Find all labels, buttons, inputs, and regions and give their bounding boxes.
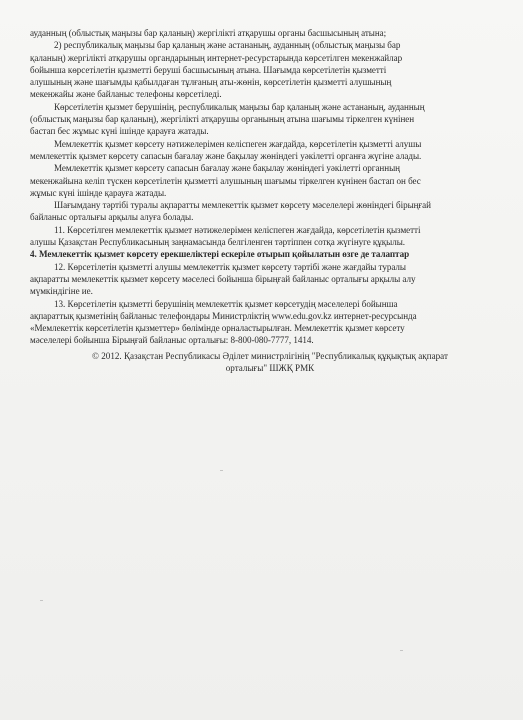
- text-line: мүмкіндігіне ие.: [30, 286, 93, 297]
- section-heading: 4. Мемлекеттік қызмет көрсету ерекшеліктері ескеріле отырып қойылатын өзге де талаптар: [30, 249, 410, 260]
- text-line: ақпараттық қызметінің байланыс телефондары Министрліктің www.edu.gov.kz интернет-ресурсында: [30, 310, 417, 321]
- text-line: Көрсетілетін қызмет берушінің, республикалық маңызы бар қаланың және астананың, ауданның: [54, 101, 425, 112]
- text-line: мемлекеттік қызмет көрсету сапасын бағалау және бақылау жөніндегі уәкілетті органға жүгіне алады.: [30, 150, 422, 161]
- text-line: Мемлекеттік қызмет көрсету сапасын бағалау және бақылау жөніндегі уәкілетті органның: [54, 163, 400, 174]
- text-line: мекенжайы және байланыс телефоны көрсетіледі.: [30, 89, 222, 100]
- text-line: «Мемлекеттік көрсетілетін қызметтер» бөлімінде орналастырылған. Мемлекеттік қызмет көрсету: [30, 323, 405, 334]
- text-line: мекенжайына келіп түскен көрсетілетін қызметті алушының шағымы тіркелген күнінен бастап он бес: [30, 175, 421, 186]
- text-line: ақпаратты мемлекеттік қызмет көрсету мәселесі бойынша бірыңғай байланыс орталығы арқылы алу: [30, 273, 416, 284]
- text-line: алушы Қазақстан Республикасының заңнамасында белгіленген тәртіппен сотқа жүгінуге құқылы.: [30, 237, 405, 248]
- text-line: бастап бес жұмыс күні ішінде қарауға жатады.: [30, 126, 209, 137]
- text-line: бойынша көрсетілетін қызметті беруші басшысының атына. Шағымда көрсетілетін қызметті: [30, 64, 387, 75]
- text-line: алушының және шағымды қабылдаған тұлғаның аты-жөнін, көрсетілетін қызметті алушының: [30, 77, 392, 88]
- text-line: 2) республикалық маңызы бар қаланың және астананың, ауданның (облыстық маңызы бар: [54, 40, 401, 51]
- text-line: ауданның (облыстық маңызы бар қаланың) жергілікті атқарушы органы басшысының атына;: [30, 28, 387, 38]
- scan-speck: [400, 650, 403, 651]
- text-line: (облыстық маңызы бар қаланың), жергілікті атқарушы органының атына шағымы тіркелген күнінен: [30, 114, 415, 125]
- text-line: Мемлекеттік қызмет көрсету нәтижелерімен келіспеген жағдайда, көрсетілетін қызметті алушы: [54, 138, 422, 149]
- footer-line-2: орталығы" ШЖҚ РМК: [225, 363, 315, 374]
- text-line: Шағымдану тәртібі туралы ақпаратты мемлекеттік қызмет көрсету мәселелері жөніндегі бірыңғай: [54, 200, 431, 211]
- document-body: [30, 27, 495, 347]
- footer-line-1: © 2012. Қазақстан Республикасы Әділет министрлігінің "Республикалық құқықтық ақпарат: [92, 351, 448, 361]
- text-line: 11. Көрсетілген мемлекеттік қызмет нәтижелерімен келіспеген жағдайда, көрсетілетін қызметті: [54, 224, 421, 235]
- text-line: жұмыс күні ішінде қарауға жатады.: [30, 187, 167, 198]
- text-line: 13. Көрсетілетін қызметті берушінің мемлекеттік қызмет көрсетудің мәселелері бойынша: [54, 298, 398, 309]
- text-line: 12. Көрсетілетін қызметті алушы мемлекеттік қызмет көрсету тәртібі және жағдайы туралы: [54, 261, 406, 272]
- text-line: мәселелері бойынша Бірыңғай байланыс орталығы: 8-800-080-7777, 1414.: [30, 335, 314, 346]
- text-line: байланыс орталығы арқылы алуға болады.: [30, 212, 194, 223]
- scan-speck: [40, 600, 43, 601]
- text-line: қаланың) жергілікті атқарушы органдарының интернет-ресурстарында көрсетілген мекенжайлар: [30, 52, 403, 63]
- copyright-footer: [60, 350, 480, 375]
- scan-speck: [220, 470, 223, 471]
